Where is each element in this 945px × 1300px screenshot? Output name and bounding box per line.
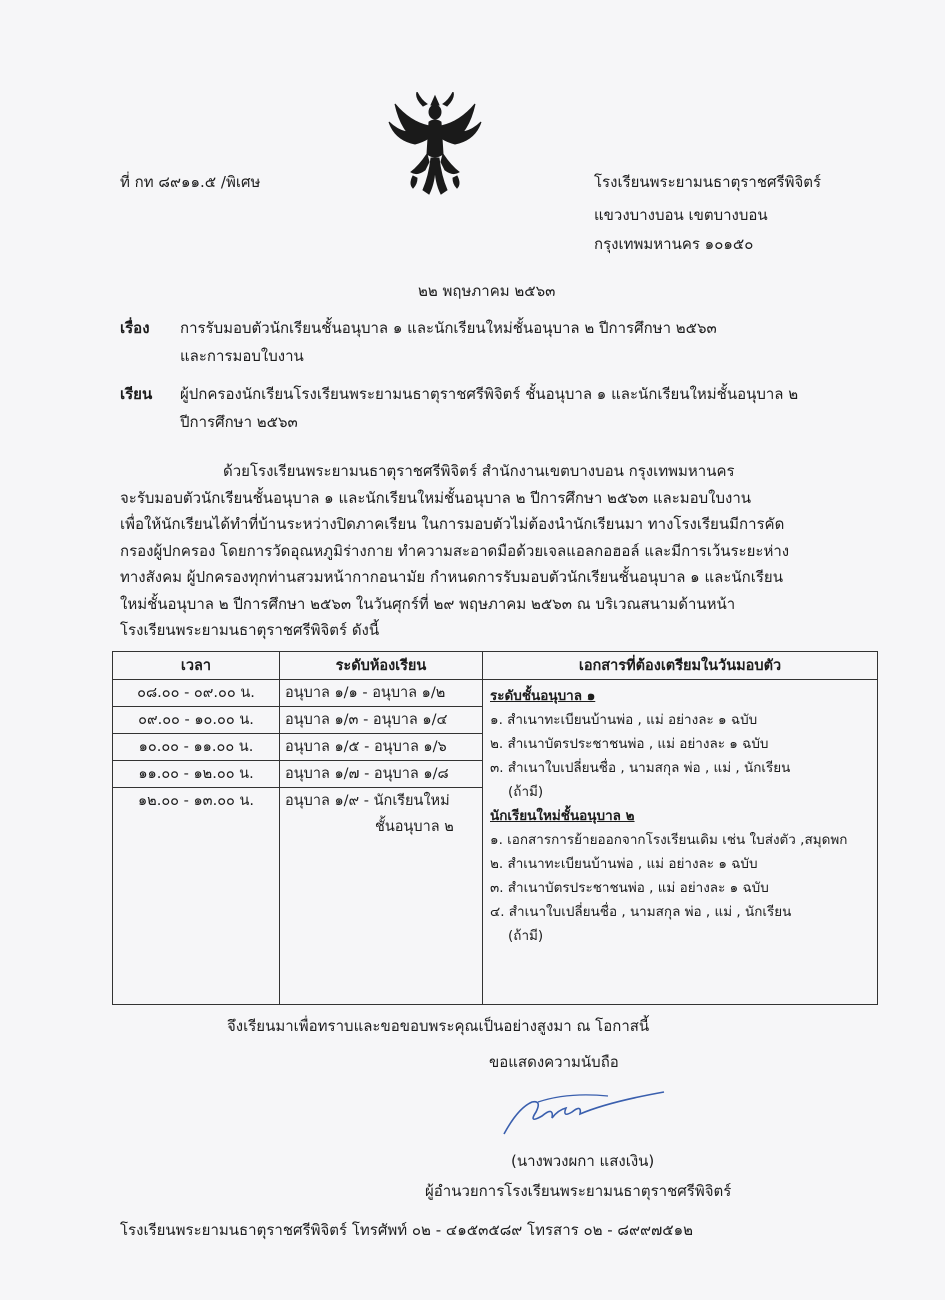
class-cell-line-2: ชั้นอนุบาล ๒ <box>375 819 454 835</box>
body-line: โรงเรียนพระยามนธาตุราชศรีพิจิตร์ ดังนี้ <box>120 621 380 639</box>
docs-k2-item: ๓. สำเนาบัตรประชาชนพ่อ , แม่ อย่างละ ๑ ฉบับ <box>490 880 769 896</box>
recipient-line-1: ผู้ปกครองนักเรียนโรงเรียนพระยามนธาตุราชศรีพิจิตร์ ชั้นอนุบาล ๑ และนักเรียนใหม่ชั้นอนุบาล ๒ <box>180 385 799 403</box>
docs-k1-item: ๑. สำเนาทะเบียนบ้านพ่อ , แม่ อย่างละ ๑ ฉบับ <box>490 712 758 728</box>
letter-date: ๒๒ พฤษภาคม ๒๕๖๓ <box>418 282 556 300</box>
body-paragraph <box>120 458 820 644</box>
schedule-table <box>112 651 878 1005</box>
docs-k2-note: (ถ้ามี) <box>508 928 544 944</box>
time-cell: ๑๒.๐๐ - ๑๓.๐๐ น. <box>113 788 280 1005</box>
org-district: แขวงบางบอน เขตบางบอน <box>594 206 768 224</box>
body-line: จะรับมอบตัวนักเรียนชั้นอนุบาล ๑ และนักเรียนใหม่ชั้นอนุบาล ๒ ปีการศึกษา ๒๕๖๓ และมอบใบงาน <box>120 488 752 507</box>
docs-k2-heading: นักเรียนใหม่ชั้นอนุบาล ๒ <box>490 808 635 824</box>
column-header-time: เวลา <box>113 652 280 680</box>
reference-number: ที่ กท ๘๙๑๑.๕ /พิเศษ <box>120 173 261 191</box>
closing-line: จึงเรียนมาเพื่อทราบและขอขอบพระคุณเป็นอย่างสูงมา ณ โอกาสนี้ <box>227 1017 650 1035</box>
docs-k1-item: ๒. สำเนาบัตรประชาชนพ่อ , แม่ อย่างละ ๑ ฉบับ <box>490 736 769 752</box>
subject-line-2: และการมอบใบงาน <box>180 347 304 365</box>
body-line: ใหม่ชั้นอนุบาล ๒ ปีการศึกษา ๒๕๖๓ ในวันศุกร์ที่ ๒๙ พฤษภาคม ๒๕๖๓ ณ บริเวณสนามด้านหน้า <box>120 594 736 613</box>
subject-line-1: การรับมอบตัวนักเรียนชั้นอนุบาล ๑ และนักเรียนใหม่ชั้นอนุบาล ๒ ปีการศึกษา ๒๕๖๓ <box>180 319 717 337</box>
class-cell: อนุบาล ๑/๓ - อนุบาล ๑/๔ <box>280 707 483 734</box>
class-cell <box>280 788 483 1005</box>
recipient-line-2: ปีการศึกษา ๒๕๖๓ <box>180 413 298 431</box>
class-cell-line-1: อนุบาล ๑/๙ - นักเรียนใหม่ <box>285 793 450 809</box>
body-line: ทางสังคม ผู้ปกครองทุกท่านสวมหน้ากากอนามัย กำหนดการรับมอบตัวนักเรียนชั้นอนุบาล ๑ และนักเรียน <box>120 568 783 586</box>
time-cell: ๐๘.๐๐ - ๐๙.๐๐ น. <box>113 680 280 707</box>
docs-k1-heading: ระดับชั้นอนุบาล ๑ <box>490 688 596 704</box>
subject-label: เรื่อง <box>120 319 150 337</box>
garuda-emblem-icon <box>385 92 485 196</box>
docs-k1-note: (ถ้ามี) <box>508 784 544 800</box>
class-cell: อนุบาล ๑/๗ - อนุบาล ๑/๘ <box>280 761 483 788</box>
table-header-row <box>113 652 878 680</box>
body-line: ด้วยโรงเรียนพระยามนธาตุราชศรีพิจิตร์ สำนักงานเขตบางบอน กรุงเทพมหานคร <box>223 462 735 480</box>
signer-position: ผู้อำนวยการโรงเรียนพระยามนธาตุราชศรีพิจิตร์ <box>425 1182 732 1200</box>
column-header-documents: เอกสารที่ต้องเตรียมในวันมอบตัว <box>483 652 878 680</box>
signature-mark <box>498 1088 668 1138</box>
time-cell: ๐๙.๐๐ - ๑๐.๐๐ น. <box>113 707 280 734</box>
org-province: กรุงเทพมหานคร ๑๐๑๕๐ <box>594 235 754 253</box>
org-name: โรงเรียนพระยามนธาตุราชศรีพิจิตร์ <box>594 173 822 191</box>
documents-cell <box>483 680 878 1005</box>
docs-k1-item: ๓. สำเนาใบเปลี่ยนชื่อ , นามสกุล พ่อ , แม่ , นักเรียน <box>490 760 791 776</box>
regards-text: ขอแสดงความนับถือ <box>489 1053 619 1071</box>
docs-k2-item: ๒. สำเนาทะเบียนบ้านพ่อ , แม่ อย่างละ ๑ ฉบับ <box>490 856 758 872</box>
recipient-label: เรียน <box>120 385 153 403</box>
class-cell: อนุบาล ๑/๕ - อนุบาล ๑/๖ <box>280 734 483 761</box>
footer-contact: โรงเรียนพระยามนธาตุราชศรีพิจิตร์ โทรศัพท์ ๐๒ - ๔๑๕๓๕๘๙ โทรสาร ๐๒ - ๘๙๙๗๕๑๒ <box>120 1221 694 1239</box>
time-cell: ๑๐.๐๐ - ๑๑.๐๐ น. <box>113 734 280 761</box>
body-line: เพื่อให้นักเรียนได้ทำที่บ้านระหว่างปิดภาคเรียน ในการมอบตัวไม่ต้องนำนักเรียนมา ทางโรงเรียนมีการคัด <box>120 515 785 533</box>
table-row <box>113 680 878 707</box>
column-header-class: ระดับห้องเรียน <box>280 652 483 680</box>
docs-k2-item: ๑. เอกสารการย้ายออกจากโรงเรียนเดิม เช่น ใบส่งตัว ,สมุดพก <box>490 832 848 848</box>
body-line: กรองผู้ปกครอง โดยการวัดอุณหภูมิร่างกาย ทำความสะอาดมือด้วยเจลแอลกอฮอล์ และมีการเว้นระยะห่าง <box>120 541 790 560</box>
signer-name: (นางพวงผกา แสงเงิน) <box>511 1152 655 1170</box>
class-cell: อนุบาล ๑/๑ - อนุบาล ๑/๒ <box>280 680 483 707</box>
docs-k2-item: ๔. สำเนาใบเปลี่ยนชื่อ , นามสกุล พ่อ , แม่ , นักเรียน <box>490 904 792 920</box>
time-cell: ๑๑.๐๐ - ๑๒.๐๐ น. <box>113 761 280 788</box>
